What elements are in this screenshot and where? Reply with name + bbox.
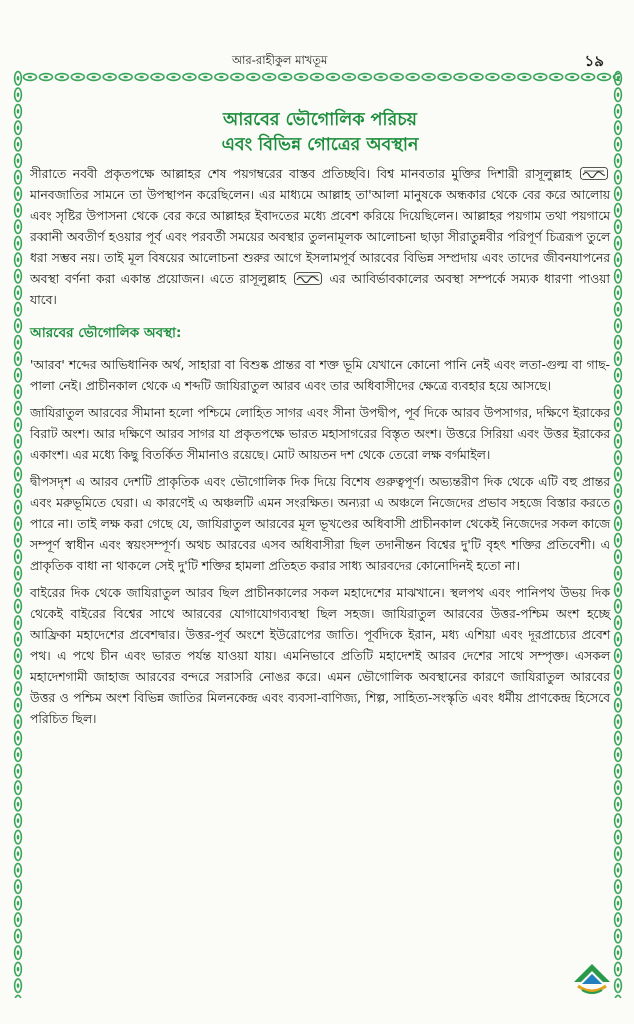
section-heading: আরবের ভৌগোলিক অবস্থা: [30,325,182,341]
chapter-title [30,108,610,158]
section-paragraph-3: দ্বীপসদৃশ এ আরব দেশটি প্রাকৃতিক এবং ভৌগোলিক দিক দিয়ে বিশেষ গুরুত্বপূর্ণ। অভ্যন্তরীণ দিক থেকে এটি বহু প্রান্তর এবং মরুভূমিতে ঘেরা। এ কারণেই এ অঞ্চলটি এমন সংরক্ষিত। অন্যরা এ অঞ্চলে নিজেদের প্রভাব সহজে বিস্তার করতে পারে না। তাই লক্ষ করা গেছে যে, জাযিরাতুল আরবের মূল ভূখণ্ডের অধিবাসী প্রাচীনকাল থেকেই নিজেদের সকল কাজে সম্পূর্ণ স্বাধীন এবং স্বয়ংসম্পূর্ণ। অথচ আরবের এসব অধিবাসীরা ছিল তদানীন্তন বিশ্বের দু'টি বৃহৎ শক্তির প্রতিবেশী। এ প্রাকৃতিক বাধা না থাকলে সেই দু'টি শক্তির হামলা প্রতিহত করার সাধ্য আরবদের কোনোদিনই হতো না। [30,475,610,573]
intro-paragraph [30,164,610,311]
salutation-calligraphy-icon-2 [294,272,322,285]
chapter-title-line-2: এবং বিভিন্ন গোত্রের অবস্থান [221,135,419,155]
decorative-border-right [612,70,624,998]
chapter-title-line-1: আরবের ভৌগোলিক পরিচয় [223,110,417,130]
salutation-calligraphy-icon [580,167,608,180]
decorative-border-top [22,70,620,84]
page-content [30,108,610,730]
decorative-border-left [12,70,24,998]
intro-text-part-3: এর আবির্ভাবকালের অবস্থা সম্পর্কে সম্যক ধারণা পাওয়া যাবে। [30,272,610,307]
section-paragraph-1: 'আরব' শব্দের আভিধানিক অর্থ, সাহারা বা বিশুষ্ক প্রান্তর বা শক্ত ভূমি যেখানে কোনো পানি নেই এবং লতা-গুল্ম বা গাছ-পালা নেই। প্রাচীনকাল থেকে এ শব্দটি জাযিরাতুল আরব এবং তার অধিবাসীদের ক্ষেত্রে ব্যবহার হয়ে আসছে। [30,358,610,393]
publisher-logo-icon [572,962,612,996]
section-paragraph-2: জাযিরাতুল আরবের সীমানা হলো পশ্চিমে লোহিত সাগর এবং সীনা উপদ্বীপ, পূর্ব দিকে আরব উপসাগর, দক্ষিণে ইরাকের বিরাট অংশ। আর দক্ষিণে আরব সাগর যা প্রকৃতপক্ষে ভারত মহাসাগরের বিস্তৃত অংশ। উত্তরে সিরিয়া এবং উত্তর ইরাকের একাংশ। এর মধ্যে কিছু বিতর্কিত সীমানাও রয়েছে। মোট আয়তন দশ থেকে তেরো লক্ষ বর্গমাইল। [30,406,610,462]
intro-text-part-2: মানবজাতির সামনে তা উপস্থাপন করেছিলেন। এর মাধ্যমে আল্লাহ তা'আলা মানুষকে অন্ধকার থেকে বের করে আলোয় এবং সৃষ্টির উপাসনা থেকে বের করে আল্লাহর ইবাদতের মধ্যে প্রবেশ করিয়ে দিয়েছিলেন। আল্লাহর পয়গাম তথা পয়গামে রব্বানী অবতীর্ণ হওয়ার পূর্ব এবং পরবর্তী সময়ের অবস্থার তুলনামূলক আলোচনা ছাড়া সীরাতুন্নবীর পরিপূর্ণ চিত্ররূপ তুলে ধরা সম্ভব নয়। তাই মূল বিষয়ের আলোচনা শুরুর আগে ইসলামপূর্ব আরবের বিভিন্ন সম্প্রদায় এবং তাদের জীবনযাপনের অবস্থা বর্ণনা করা একান্ত প্রয়োজন। এতে রাসূলুল্লাহ [30,188,610,286]
book-title: আর-রাহীকুল মাখতূম [232,53,328,67]
intro-text-part-1: সীরাতে নববী প্রকৃতপক্ষে আল্লাহর শেষ পয়গম্বরের বাস্তব প্রতিচ্ছবি। বিশ্ব মানবতার মুক্তির দিশারী রাসূলুল্লাহ [30,167,572,181]
running-header [0,52,634,72]
page-number: ১৯ [584,52,604,70]
section-paragraph-4: বাইরের দিক থেকে জাযিরাতুল আরব ছিল প্রাচীনকালের সকল মহাদেশের মাঝখানে। স্থলপথ এবং পানিপথ উভয় দিক থেকেই বাইরের বিশ্বের সাথে আরবের যোগাযোগব্যবস্থা ছিল সহজ। জাযিরাতুল আরবের উত্তর-পশ্চিম অংশ হচ্ছে আফ্রিকা মহাদেশের প্রবেশদ্বার। উত্তর-পূর্ব অংশে ইউরোপের জাতি। পূর্বদিকে ইরান, মধ্য এশিয়া এবং দূরপ্রাচ্যের প্রবেশ পথ। এ পথে চীন এবং ভারত পর্যন্ত যাওয়া যায়। এমনিভাবে প্রতিটি মহাদেশই আরব দেশের সাথে সম্পৃক্ত। এসকল মহাদেশগামী জাহাজ আরবের বন্দরে সরাসরি নোঙর করে। এমন ভৌগোলিক অবস্থানের কারণে জাযিরাতুল আরবের উত্তর ও পশ্চিম অংশ বিভিন্ন জাতির মিলনকেন্দ্র এবং ব্যবসা-বাণিজ্য, শিল্প, সাহিত্য-সংস্কৃতি এবং ধর্মীয় প্রাণকেন্দ্র হিসেবে পরিচিত ছিল। [30,586,610,726]
